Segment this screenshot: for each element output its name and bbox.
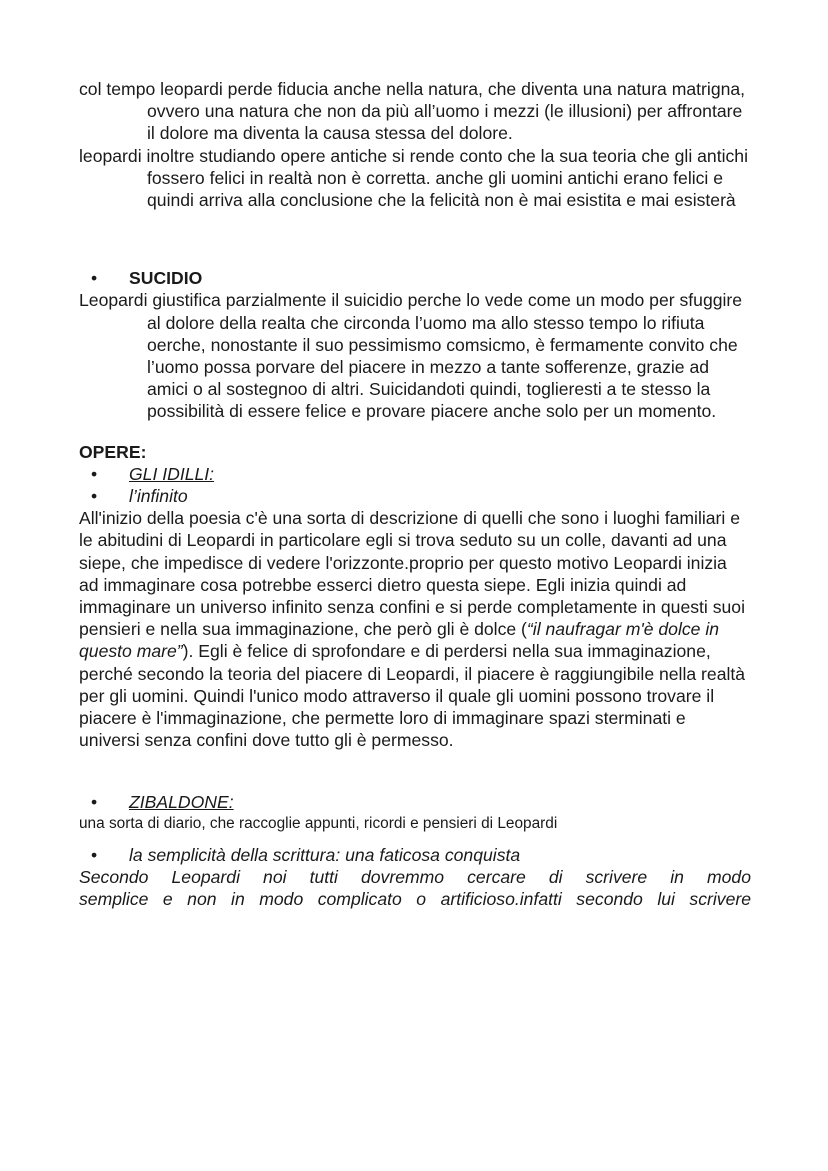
section-suicidio-header (79, 267, 751, 289)
list-item-semplicita (79, 844, 751, 866)
infinito-text-part-a: All'inizio della poesia c'è una sorta di descrizione di quelli che sono i luoghi familiari e le abitudini di Leopardi in particolare egli si trova seduto su un colle, davanti ad una siepe, che impedisce di vedere l'orizzonte.proprio per questo motivo Leopardi inizia ad immaginare cosa potrebbe esserci dietro questa siepe. Egli inizia quindi ad immaginare un universo infinito senza confini e si perde completamente in questi suoi pensieri e nella sua immaginazione, che però gli è dolce ( (79, 508, 745, 640)
semplicita-line-2: semplice e non in modo complicato o artificioso.infatti secondo lui scrivere (79, 889, 751, 910)
list-item-idilli (79, 463, 751, 485)
semplicita-label: la semplicità della scrittura: una faticosa conquista (129, 844, 521, 865)
list-item-zibaldone (79, 791, 751, 813)
zibaldone-label: ZIBALDONE: (129, 792, 234, 813)
list-item-infinito (79, 485, 751, 507)
infinito-paragraph (79, 507, 751, 751)
zibaldone-description: una sorta di diario, che raccoglie appunti, ricordi e pensieri di Leopardi (79, 814, 558, 832)
infinito-text-part-b: ). Egli è felice di sprofondare e di perdersi nella sua immaginazione, perché secondo la teoria del piacere di Leopardi, il piacere è raggiungibile nella realtà per gli uomini. Quindi l'unico modo attraverso il quale gli uomini possono trovare il piacere è l'immaginazione, che permette loro di immaginare spazi sterminati e universi senza confini dove tutto gli è permesso. (79, 641, 746, 751)
semplicita-line-1: Secondo Leopardi noi tutti dovremmo cercare di scrivere in modo (79, 866, 751, 887)
section-title-suicidio: SUCIDIO (129, 268, 203, 289)
infinito-label: l’infinito (129, 486, 188, 507)
idilli-label: GLI IDILLI: (129, 463, 215, 484)
bullet-icon: • (91, 463, 98, 484)
infinito-quote: “il naufragar m'è dolce in questo mare” (79, 619, 720, 662)
bullet-icon: • (91, 486, 98, 507)
bullet-icon: • (91, 268, 98, 289)
document-page (79, 78, 751, 910)
intro-paragraph-natura: col tempo leopardi perde fiducia anche nella natura, che diventa una natura matrigna, ovvero una natura che non da più all’uomo i mezzi (le illusioni) per affrontare il dolore ma diventa la causa stessa del dolore. (79, 79, 746, 144)
bullet-icon: • (91, 844, 98, 865)
section-heading-opere: OPERE: (79, 441, 147, 462)
bullet-icon: • (91, 792, 98, 813)
intro-paragraph-antichi: leopardi inoltre studiando opere antiche si rende conto che la sua teoria che gli antichi fossero felici in realtà non è corretta. anche gli uomini antichi erano felici e quindi arriva alla conclusione che la felicità non è mai esistita e mai esisterà (79, 145, 748, 211)
suicidio-paragraph: Leopardi giustifica parzialmente il suicidio perche lo vede come un modo per sfuggire al dolore della realta che circonda l’uomo ma allo stesso tempo lo rifiuta oerche, nonostante il suo pessimismo comsicmo, è fermamente convito che l’uomo possa porvare del piacere in mezzo a tante sofferenze, grazie ad amici o al sostegnoo di altri. Suicidandoti quindi, toglieresti a te stesso la possibilità di essere felice e provare piacere anche solo per un momento. (79, 290, 743, 422)
